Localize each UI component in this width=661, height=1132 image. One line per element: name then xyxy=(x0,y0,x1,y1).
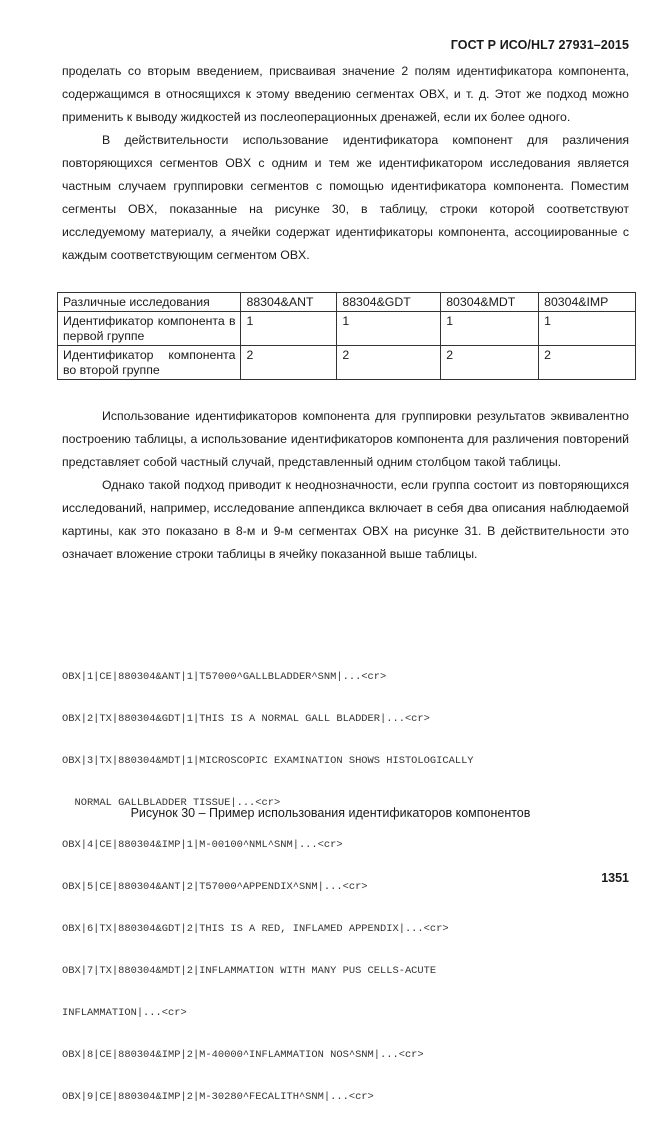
table-row xyxy=(58,346,636,380)
table-cell: 1 xyxy=(441,312,539,346)
table-cell: 1 xyxy=(337,312,441,346)
table-cell: 1 xyxy=(539,312,636,346)
code-line: OBX|6|TX|880304&GDT|2|THIS IS A RED, INFLAMED APPENDIX|...<cr> xyxy=(62,923,449,935)
code-line: OBX|5|CE|880304&ANT|2|T57000^APPENDIX^SNM|...<cr> xyxy=(62,881,368,893)
code-line: OBX|9|CE|880304&IMP|2|M-30280^FECALITH^SNM|...<cr> xyxy=(62,1091,374,1103)
table-cell: 2 xyxy=(337,346,441,380)
table-header-cell: 88304&ANT xyxy=(241,293,337,312)
component-id-table xyxy=(57,292,636,380)
code-line: OBX|4|CE|880304&IMP|1|M-00100^NML^SNM|...<cr> xyxy=(62,839,343,851)
table-header-cell: 80304&IMP xyxy=(539,293,636,312)
table-header-row xyxy=(58,293,636,312)
table-cell: 2 xyxy=(539,346,636,380)
standard-header: ГОСТ Р ИСО/HL7 27931–2015 xyxy=(450,38,629,52)
table-cell: 2 xyxy=(241,346,337,380)
table-row xyxy=(58,312,636,346)
code-line: OBX|8|CE|880304&IMP|2|M-40000^INFLAMMATION NOS^SNM|...<cr> xyxy=(62,1049,424,1061)
paragraph: Использование идентификаторов компонента для группировки результатов эквивалентно построению таблицы, а использование идентификаторов компонента для различения повторений представляет собой частный случай, представленный одним столбцом такой таблицы. xyxy=(62,409,629,469)
code-line: OBX|1|CE|880304&ANT|1|T57000^GALLBLADDER^SNM|...<cr> xyxy=(62,671,387,683)
body-text xyxy=(62,405,629,566)
intro-text xyxy=(62,60,629,267)
paragraph: Однако такой подход приводит к неоднозначности, если группа состоит из повторяющихся исследований, например, исследование аппендикса включает в себя два описания наблюдаемой картины, как это показано в 8-м и 9-м сегментах OBX на рисунке 31. В действительности это означает вложение строки таблицы в ячейку показанной выше таблицы. xyxy=(62,478,629,561)
hl7-code-block xyxy=(62,642,474,1132)
code-line: OBX|7|TX|880304&MDT|2|INFLAMMATION WITH MANY PUS CELLS-ACUTE xyxy=(62,965,437,977)
paragraph: В действительности использование идентификатора компонент для различения повторяющихся сегментов OBX с одним и тем же идентификатором исследования является частным случаем группировки сегментов с помощью идентификатора компонента. Поместим сегменты OBX, показанные на рисунке 30, в таблицу, строки которой соответствуют исследуемому материалу, а ячейки содержат идентификаторы компонента, ассоциированные с каждым соответствующим сегментом OBX. xyxy=(62,133,629,262)
table-header-cell: 88304&GDT xyxy=(337,293,441,312)
page-number: 1351 xyxy=(601,871,629,885)
code-line: OBX|2|TX|880304&GDT|1|THIS IS A NORMAL GALL BLADDER|...<cr> xyxy=(62,713,430,725)
code-line: INFLAMMATION|...<cr> xyxy=(62,1007,187,1019)
row-label: Идентификатор компонента в первой группе xyxy=(58,312,241,346)
table-cell: 1 xyxy=(241,312,337,346)
table-header-cell: Различные исследования xyxy=(58,293,241,312)
code-line: OBX|3|TX|880304&MDT|1|MICROSCOPIC EXAMINATION SHOWS HISTOLOGICALLY xyxy=(62,755,474,767)
table-cell: 2 xyxy=(441,346,539,380)
figure-caption: Рисунок 30 – Пример использования идентификаторов компонентов xyxy=(130,806,531,820)
table-header-cell: 80304&MDT xyxy=(441,293,539,312)
code-line: NORMAL GALLBLADDER TISSUE|...<cr> xyxy=(62,797,281,809)
paragraph: проделать со вторым введением, присваивая значение 2 полям идентификатора компонента, содержащимся в относящихся к этому введению сегментах OBX, и т. д. Этот же подход можно применить к выводу жидкостей из послеоперационных дренажей, если их более одного. xyxy=(62,64,629,124)
row-label: Идентификатор компонента во второй группе xyxy=(58,346,241,380)
